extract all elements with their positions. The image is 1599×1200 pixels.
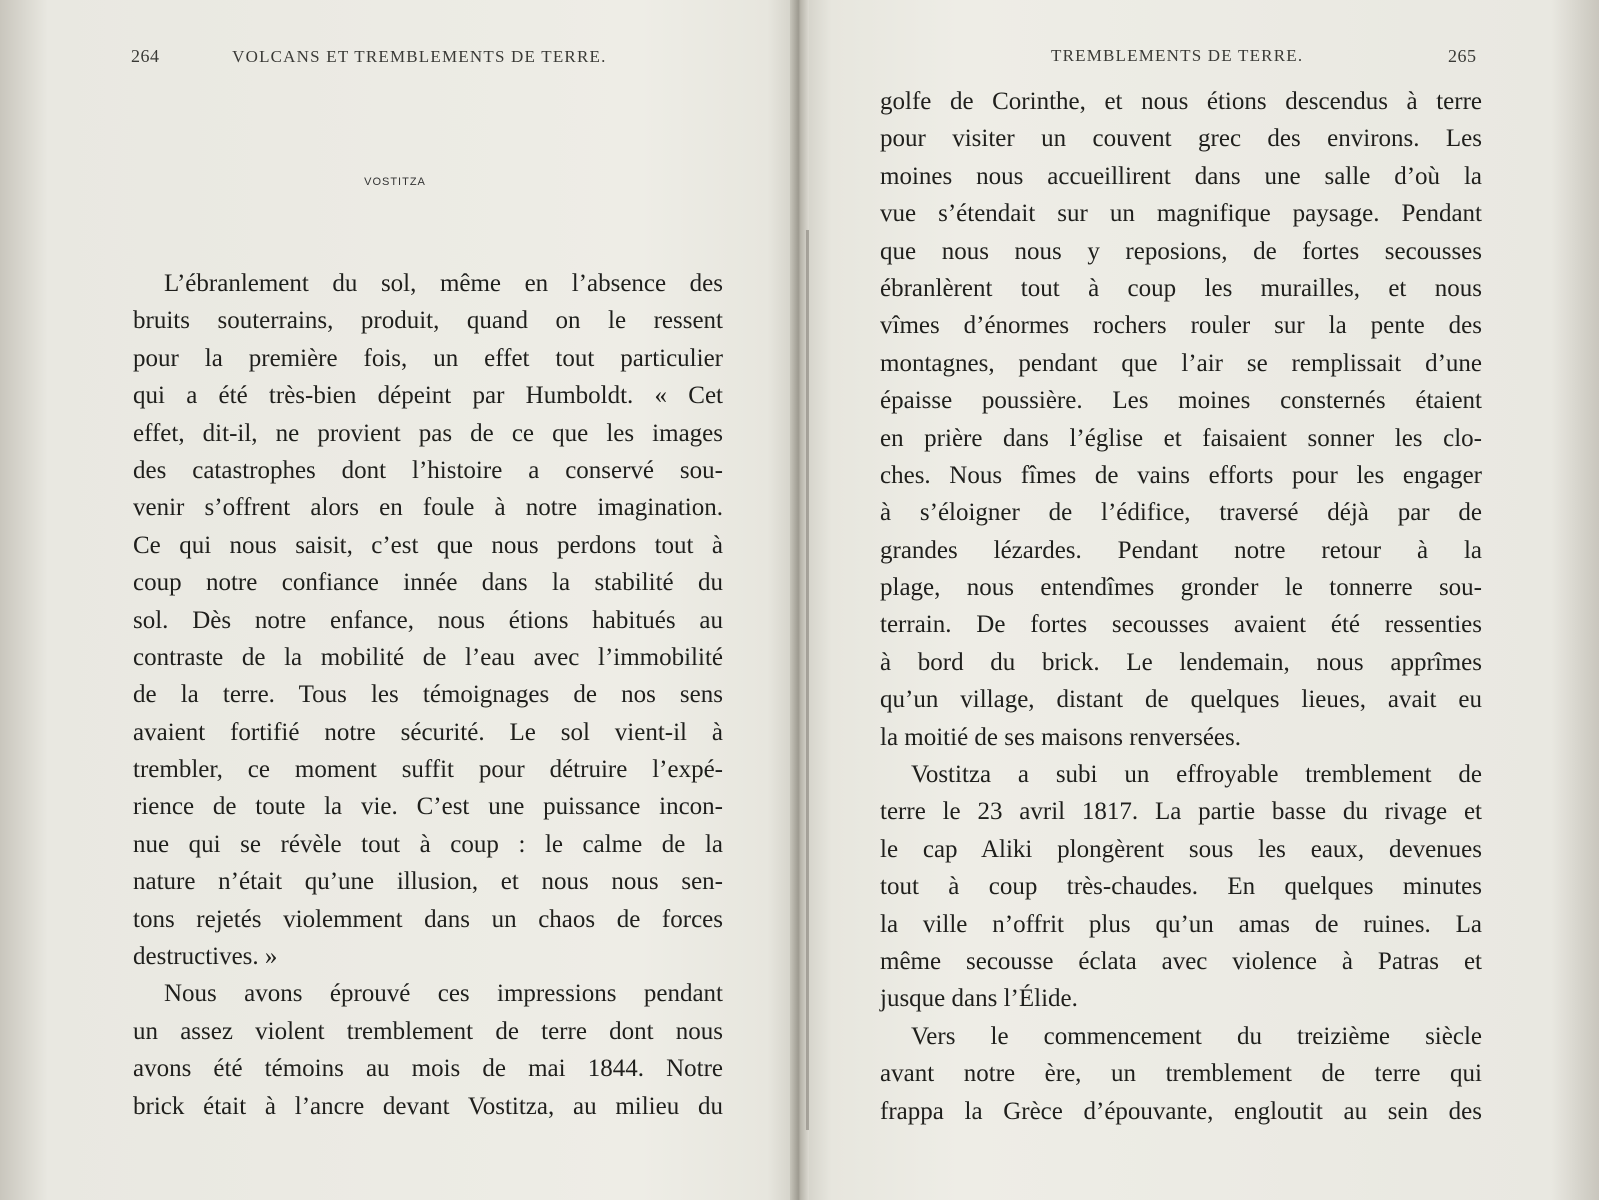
text-line: à bord du brick. Le lendemain, nous apprîmes	[880, 648, 1482, 676]
text-line: terre le 23 avril 1817. La partie basse du rivage et	[880, 798, 1482, 826]
text-line: des catastrophes dont l’histoire a conservé sou-	[133, 456, 723, 484]
text-line: trembler, ce moment suffit pour détruire l’expé-	[133, 756, 723, 784]
text-line: jusque dans l’Élide.	[880, 985, 1078, 1013]
text-line: moines nous accueillirent dans une salle d’où la	[880, 162, 1482, 190]
text-line: avant notre ère, un tremblement de terre qui	[880, 1060, 1482, 1088]
text-line: un assez violent tremblement de terre dont nous	[133, 1017, 723, 1045]
text-line: pour la première fois, un effet tout particulier	[133, 344, 723, 372]
text-line: sol. Dès notre enfance, nous étions habitués au	[133, 606, 723, 634]
text-line: tons rejetés violemment dans un chaos de forces	[133, 905, 723, 933]
text-line: Nous avons éprouvé ces impressions pendant	[164, 980, 723, 1008]
text-line: nue qui se révèle tout à coup : le calme de la	[133, 830, 723, 858]
text-line: épaisse poussière. Les moines consternés étaient	[880, 387, 1482, 415]
text-line: de la terre. Tous les témoignages de nos sens	[133, 681, 723, 709]
text-line: frappa la Grèce d’épouvante, engloutit au sein des	[880, 1097, 1482, 1125]
text-line: golfe de Corinthe, et nous étions descendus à terre	[880, 88, 1482, 115]
text-line: effet, dit-il, ne provient pas de ce que les images	[133, 419, 723, 447]
text-line: le cap Aliki plongèrent sous les eaux, devenues	[880, 835, 1482, 863]
text-line: coup notre confiance innée dans la stabilité du	[133, 569, 723, 597]
text-line: destructives. »	[133, 943, 278, 971]
text-line: tout à coup très-chaudes. En quelques minutes	[880, 873, 1482, 901]
text-line: la ville n’offrit plus qu’un amas de ruines. La	[880, 910, 1482, 938]
section-title: VOSTITZA	[364, 176, 426, 188]
text-line: que nous nous y reposions, de fortes secousses	[880, 237, 1482, 265]
text-line: venir s’offrent alors en foule à notre imagination.	[133, 494, 723, 522]
left-page-number: 264	[131, 46, 160, 66]
text-line: grandes lézardes. Pendant notre retour à la	[880, 536, 1482, 564]
text-line: vue s’étendait sur un magnifique paysage. Pendant	[880, 200, 1482, 228]
text-line: bruits souterrains, produit, quand on le ressent	[133, 307, 723, 335]
left-page-header	[131, 46, 607, 72]
text-line: à s’éloigner de l’édifice, traversé déjà par de	[880, 499, 1482, 527]
left-page-text	[133, 265, 723, 1125]
text-line: la moitié de ses maisons renversées.	[880, 723, 1242, 751]
text-line: brick était à l’ancre devant Vostitza, au milieu du	[133, 1092, 723, 1120]
text-line: terrain. De fortes secousses avaient été ressenties	[880, 611, 1482, 639]
text-line: en prière dans l’église et faisaient sonner les clo-	[880, 424, 1482, 452]
text-line: avaient fortifié notre sécurité. Le sol vient-il à	[133, 718, 723, 746]
text-line: vîmes d’énormes rochers rouler sur la pente des	[880, 312, 1482, 340]
text-line: montagnes, pendant que l’air se remplissait d’une	[880, 349, 1482, 377]
text-line: ébranlèrent tout à coup les murailles, et nous	[880, 274, 1482, 302]
right-page-number: 265	[1448, 46, 1477, 66]
text-line: même secousse éclata avec violence à Patras et	[880, 947, 1482, 975]
text-line: Ce qui nous saisit, c’est que nous perdons tout à	[133, 531, 723, 559]
text-line: contraste de la mobilité de l’eau avec l’immobilité	[133, 643, 723, 671]
right-running-head: TREMBLEMENTS DE TERRE.	[1051, 46, 1304, 65]
left-page	[0, 0, 790, 1200]
text-line: ches. Nous fîmes de vains efforts pour les engager	[880, 461, 1482, 489]
text-line: qui a été très-bien dépeint par Humboldt. « Cet	[133, 382, 723, 410]
text-line: Vers le commencement du treizième siècle	[911, 1022, 1482, 1050]
text-line: qu’un village, distant de quelques lieues, avait eu	[880, 686, 1482, 714]
text-line: pour visiter un couvent grec des environs. Les	[880, 125, 1482, 153]
text-line: avons été témoins au mois de mai 1844. Notre	[133, 1055, 723, 1083]
left-running-head: VOLCANS ET TREMBLEMENTS DE TERRE.	[232, 47, 607, 66]
right-page-text	[880, 83, 1482, 1130]
text-line: Vostitza a subi un effroyable tremblement de	[911, 761, 1482, 789]
text-line: L’ébranlement du sol, même en l’absence des	[164, 270, 723, 297]
text-line: plage, nous entendîmes gronder le tonnerre sou-	[880, 574, 1482, 602]
text-line: nature n’était qu’une illusion, et nous nous sen-	[133, 868, 723, 896]
text-line: rience de toute la vie. C’est une puissance incon-	[133, 793, 723, 821]
